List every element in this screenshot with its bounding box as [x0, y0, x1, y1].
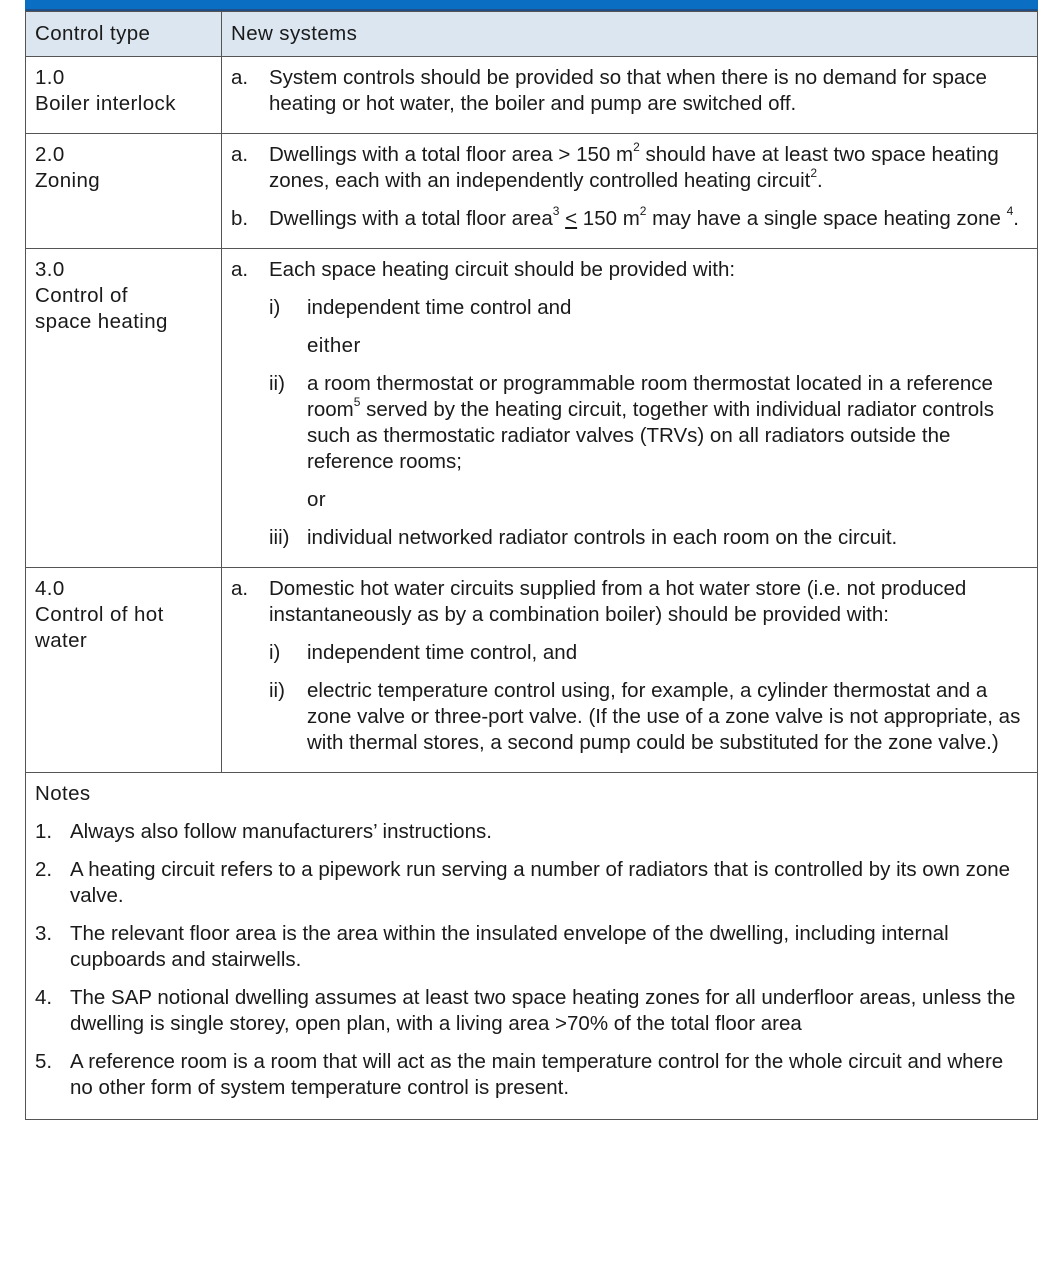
item-text: may have a single space heating zone	[646, 207, 1007, 230]
requirement-item	[231, 206, 1027, 232]
sub-item	[231, 640, 1027, 666]
header-control-type: Control type	[26, 12, 222, 57]
table-row	[26, 57, 1038, 134]
note-text: A reference room is a room that will act as the main temperature control for the whole circuit and where no other form of system temperature control is present.	[70, 1050, 1004, 1099]
table-row	[26, 568, 1038, 773]
item-text: Dwellings with a total floor area	[269, 207, 553, 230]
control-name: Boiler interlock	[35, 92, 176, 115]
control-name: Control of	[35, 284, 128, 307]
note-label: 2.	[35, 858, 53, 881]
control-name: Zoning	[35, 169, 101, 192]
connector-text: or	[307, 488, 327, 511]
requirements-cell	[222, 249, 1038, 568]
sub-item-text: independent time control, and	[307, 641, 578, 664]
note-text: The relevant floor area is the area within the insulated envelope of the dwelling, including internal cupboards and stairwells.	[70, 922, 949, 971]
sub-item-label: iii)	[269, 526, 290, 549]
controls-table-container	[25, 0, 1038, 1120]
control-number: 2.0	[35, 143, 65, 166]
sub-item-text: electric temperature control using, for example, a cylinder thermostat and a zone valve or three-port valve. (If the use of a zone valve is not appropriate, as with thermal stores, a second pump could be substituted for the zone valve.)	[307, 679, 1021, 754]
superscript: 2	[639, 204, 647, 219]
sub-item-label: ii)	[269, 372, 285, 395]
control-number: 3.0	[35, 258, 65, 281]
connector-text: either	[307, 334, 361, 357]
sub-item-label: i)	[269, 296, 281, 319]
requirement-item	[231, 142, 1027, 194]
item-label: a.	[231, 143, 249, 166]
item-text: Each space heating circuit should be provided with:	[269, 258, 736, 281]
item-label: a.	[231, 258, 249, 281]
note-item	[35, 857, 1027, 909]
note-text: The SAP notional dwelling assumes at least two space heating zones for all underfloor areas, unless the dwelling is single storey, open plan, with a living area >70% of the total floor area	[70, 986, 1016, 1035]
control-type-cell	[26, 134, 222, 249]
footnote-ref: 4	[1006, 204, 1014, 219]
item-text: System controls should be provided so that when there is no demand for space heating or hot water, the boiler and pump are switched off.	[269, 66, 987, 115]
requirements-cell	[222, 568, 1038, 773]
item-label: a.	[231, 577, 249, 600]
sub-item-text: a room thermostat or programmable room thermostat located in a reference room	[307, 372, 993, 421]
control-number: 4.0	[35, 577, 65, 600]
note-label: 3.	[35, 922, 53, 945]
header-new-systems: New systems	[222, 12, 1038, 57]
requirements-cell	[222, 57, 1038, 134]
control-number: 1.0	[35, 66, 65, 89]
note-text: A heating circuit refers to a pipework run serving a number of radiators that is controlled by its own zone valve.	[70, 858, 1011, 907]
notes-cell	[26, 773, 1038, 1120]
item-text: should have at least two space heating zones, each with an independently controlled heating circuit	[269, 143, 999, 192]
footnote-ref: 5	[353, 395, 361, 410]
note-label: 5.	[35, 1050, 53, 1073]
sub-item-label: i)	[269, 641, 281, 664]
footnote-ref: 2	[810, 166, 818, 181]
sub-item-label: ii)	[269, 679, 285, 702]
note-item	[35, 985, 1027, 1037]
sub-item	[231, 678, 1027, 756]
sub-item-text: independent time control and	[307, 296, 572, 319]
item-text: .	[1013, 207, 1019, 230]
item-text: Dwellings with a total floor area > 150 m	[269, 143, 634, 166]
requirement-item	[231, 65, 1027, 117]
note-item	[35, 819, 1027, 845]
control-name: water	[35, 629, 88, 652]
note-item	[35, 1049, 1027, 1101]
control-type-cell	[26, 57, 222, 134]
notes-title: Notes	[35, 782, 91, 805]
requirements-cell	[222, 134, 1038, 249]
table-top-bar	[25, 0, 1038, 11]
sub-item	[231, 295, 1027, 321]
note-label: 1.	[35, 820, 53, 843]
item-text: Domestic hot water circuits supplied from a hot water store (i.e. not produced instantaneously as by a combination boiler) should be provided with:	[269, 577, 967, 626]
control-type-cell	[26, 568, 222, 773]
sub-item-text: individual networked radiator controls in each room on the circuit.	[307, 526, 898, 549]
note-label: 4.	[35, 986, 53, 1009]
less-equal-sign: <	[565, 207, 578, 230]
control-type-cell	[26, 249, 222, 568]
item-text: 150 m	[577, 207, 640, 230]
footnote-ref: 3	[552, 204, 560, 219]
note-item	[35, 921, 1027, 973]
notes-row	[26, 773, 1038, 1120]
table-row	[26, 249, 1038, 568]
table-row	[26, 134, 1038, 249]
control-name: Control of hot	[35, 603, 164, 626]
item-text: .	[817, 169, 823, 192]
heating-controls-table	[25, 11, 1038, 1120]
control-name: space heating	[35, 310, 168, 333]
sub-item-text: served by the heating circuit, together with individual radiator controls such as thermostatic radiator valves (TRVs) on all radiators outside the reference rooms;	[307, 398, 994, 473]
table-header-row	[26, 12, 1038, 57]
sub-item	[231, 371, 1027, 475]
item-label: a.	[231, 66, 249, 89]
sub-item	[231, 525, 1027, 551]
requirement-item	[231, 257, 1027, 283]
requirement-item	[231, 576, 1027, 628]
item-label: b.	[231, 207, 249, 230]
superscript: 2	[633, 140, 640, 155]
note-text: Always also follow manufacturers’ instructions.	[70, 820, 492, 843]
